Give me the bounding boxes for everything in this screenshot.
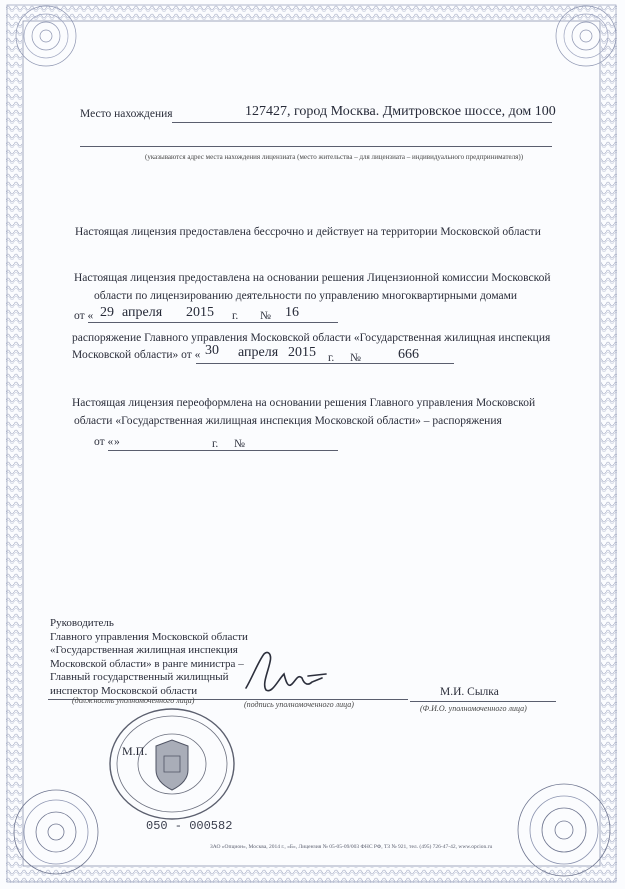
reissue-no-label: № bbox=[234, 438, 245, 450]
basis-line-2: области по лицензированию деятельности по управлению многоквартирными домами bbox=[94, 290, 518, 302]
signatory-title-line: Московской области» в ранге министра – bbox=[50, 657, 244, 670]
basis-day: 29 bbox=[100, 305, 114, 320]
reissue-date-mid: » bbox=[114, 436, 120, 448]
location-underline-2 bbox=[80, 146, 552, 147]
reissue-date-prefix: от « bbox=[94, 436, 114, 448]
official-seal bbox=[100, 706, 240, 824]
basis-g-label: г. bbox=[232, 310, 239, 322]
basis-order-day: 30 bbox=[205, 343, 219, 358]
basis-no-label: № bbox=[260, 310, 271, 322]
position-caption: (должность уполномоченного лица) bbox=[72, 696, 195, 705]
basis-date-underline bbox=[88, 322, 338, 323]
name-caption: (Ф.И.О. уполномоченного лица) bbox=[420, 704, 527, 713]
location-underline bbox=[172, 122, 552, 123]
basis-order-line-2-prefix: Московской области» от « bbox=[72, 349, 201, 361]
basis-number: 16 bbox=[285, 305, 299, 320]
location-caption: (указываются адрес места нахождения лицензиата (место жительства – для лицензиата – индивидуального предпринимателя)) bbox=[145, 153, 524, 161]
reissue-line-2: области «Государственная жилищная инспекция Московской области» – распоряжения bbox=[74, 415, 502, 427]
corner-rosette-top-left bbox=[8, 2, 88, 72]
basis-order-no-label: № bbox=[350, 352, 361, 364]
license-term-text: Настоящая лицензия предоставлена бессрочно и действует на территории Московской области bbox=[75, 226, 541, 238]
corner-rosette-bottom-right bbox=[512, 778, 616, 882]
reissue-date-underline bbox=[108, 450, 338, 451]
basis-year: 2015 bbox=[186, 305, 214, 320]
basis-line-1: Настоящая лицензия предоставлена на основании решения Лицензионной комиссии Московской bbox=[74, 272, 551, 284]
signatory-title-line: Главный государственный жилищный bbox=[50, 671, 229, 683]
basis-order-number: 666 bbox=[398, 347, 419, 362]
basis-order-year: 2015 bbox=[288, 345, 316, 360]
signature-handwritten bbox=[238, 640, 338, 704]
location-value: 127427, город Москва. Дмитровское шоссе, дом 100 bbox=[245, 104, 556, 119]
signatory-title-line: Главного управления Московской области bbox=[50, 630, 248, 643]
basis-month: апреля bbox=[122, 305, 163, 320]
reissue-g-label: г. bbox=[212, 438, 219, 450]
signatory-title-line: «Государственная жилищная инспекция bbox=[50, 644, 238, 656]
signature-caption: (подпись уполномоченного лица) bbox=[244, 700, 354, 709]
basis-order-month: апреля bbox=[238, 345, 279, 360]
location-label: Место нахождения bbox=[80, 108, 173, 120]
seal-mp-label: М.П. bbox=[122, 744, 148, 758]
signatory-title-line: инспектор Московской области bbox=[50, 684, 198, 697]
basis-order-g-label: г. bbox=[328, 352, 335, 364]
signatory-title bbox=[50, 617, 248, 698]
reissue-line-1: Настоящая лицензия переоформлена на основании решения Главного управления Московской bbox=[72, 397, 536, 409]
basis-order-underline bbox=[196, 363, 454, 364]
printer-info: ЗАО «Опцион», Москва, 2014 г., «Б», Лицензия № 05-05-09/003 ФНС РФ, ТЗ № 921, тел. (495) 726-47-42, www.opcion.ru bbox=[210, 844, 493, 850]
corner-rosette-top-right bbox=[548, 2, 620, 72]
serial-number: 050 - 000582 bbox=[146, 819, 233, 833]
basis-order-line-1: распоряжение Главного управления Московской области «Государственная жилищная инспекция bbox=[72, 332, 551, 344]
basis-date-prefix: от « bbox=[74, 310, 94, 322]
corner-rosette-bottom-left bbox=[10, 780, 102, 880]
signatory-title-line: Руководитель bbox=[50, 617, 114, 629]
signatory-name: М.И. Сылка bbox=[440, 686, 499, 698]
